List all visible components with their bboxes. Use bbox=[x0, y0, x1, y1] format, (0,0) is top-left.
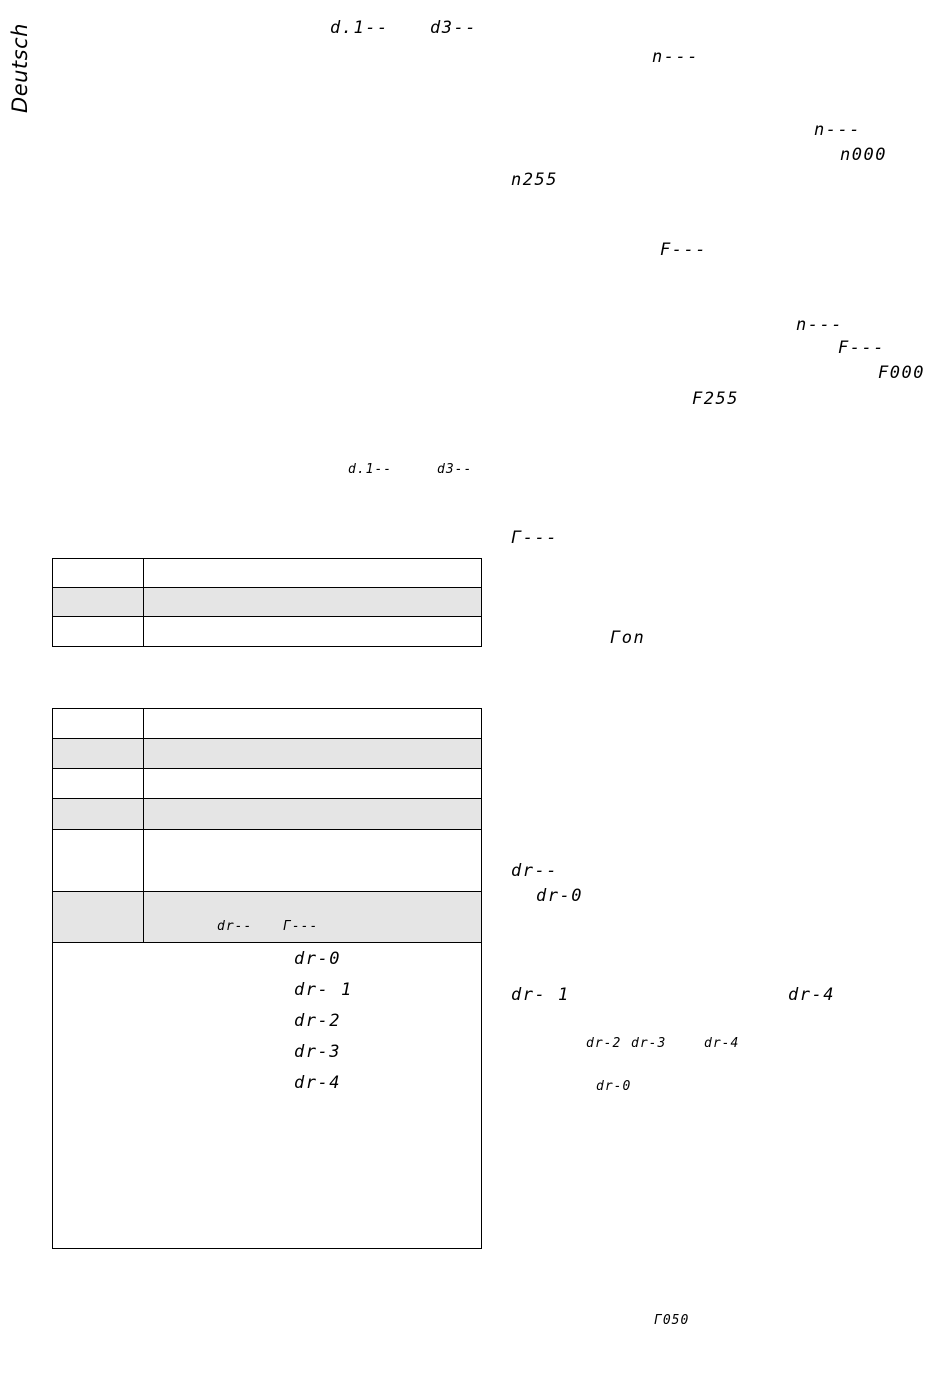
display-code-dr-1: dr- 1 bbox=[294, 980, 353, 1000]
table-row bbox=[53, 739, 481, 769]
display-code-dr-4: dr-4 bbox=[788, 985, 835, 1005]
table-row bbox=[53, 830, 481, 892]
display-code-n-dash: n--- bbox=[796, 315, 843, 335]
table-1 bbox=[52, 558, 482, 647]
display-code-gamma-050: Γ050 bbox=[654, 1313, 690, 1328]
display-code-n-dash: n--- bbox=[652, 47, 699, 67]
display-code-dr-4: dr-4 bbox=[704, 1036, 740, 1051]
table-row bbox=[53, 799, 481, 830]
display-code-gamma-dash: Γ--- bbox=[283, 919, 319, 934]
display-code-dr-dash: dr-- bbox=[511, 861, 558, 881]
display-code-dr-4: dr-4 bbox=[294, 1073, 341, 1093]
display-code-n-dash: n--- bbox=[814, 120, 861, 140]
table-2 bbox=[52, 708, 482, 1249]
display-code-dr-1: dr- 1 bbox=[511, 985, 570, 1005]
table-row bbox=[53, 892, 481, 943]
display-code-dr-0: dr-0 bbox=[294, 949, 341, 969]
display-code-n-255: n255 bbox=[511, 170, 558, 190]
display-code-d1: d.1-- bbox=[330, 18, 389, 38]
table-row bbox=[53, 617, 481, 646]
table-row bbox=[53, 559, 481, 588]
display-code-gamma-dash: Γ--- bbox=[511, 528, 558, 548]
display-code-dr-dash: dr-- bbox=[217, 919, 253, 934]
display-code-f-dash: F--- bbox=[660, 240, 707, 260]
language-tab bbox=[4, 16, 36, 120]
display-code-d3: d3-- bbox=[437, 462, 473, 477]
display-code-gamma-on: Γon bbox=[610, 628, 646, 648]
table-row bbox=[53, 588, 481, 617]
display-code-dr-2: dr-2 bbox=[586, 1036, 622, 1051]
display-code-f-dash: F--- bbox=[838, 338, 885, 358]
display-code-f-000: F000 bbox=[878, 363, 925, 383]
display-code-dr-0: dr-0 bbox=[536, 886, 583, 906]
display-code-dr-3: dr-3 bbox=[631, 1036, 667, 1051]
display-code-d1: d.1-- bbox=[348, 462, 393, 477]
display-code-dr-2: dr-2 bbox=[294, 1011, 341, 1031]
display-code-d3: d3-- bbox=[430, 18, 477, 38]
display-code-n-000: n000 bbox=[840, 145, 887, 165]
language-label: Deutsch bbox=[8, 23, 32, 113]
display-code-dr-3: dr-3 bbox=[294, 1042, 341, 1062]
table-row bbox=[53, 709, 481, 739]
table-row bbox=[53, 769, 481, 799]
display-code-f-255: F255 bbox=[692, 389, 739, 409]
display-code-dr-0: dr-0 bbox=[596, 1079, 632, 1094]
